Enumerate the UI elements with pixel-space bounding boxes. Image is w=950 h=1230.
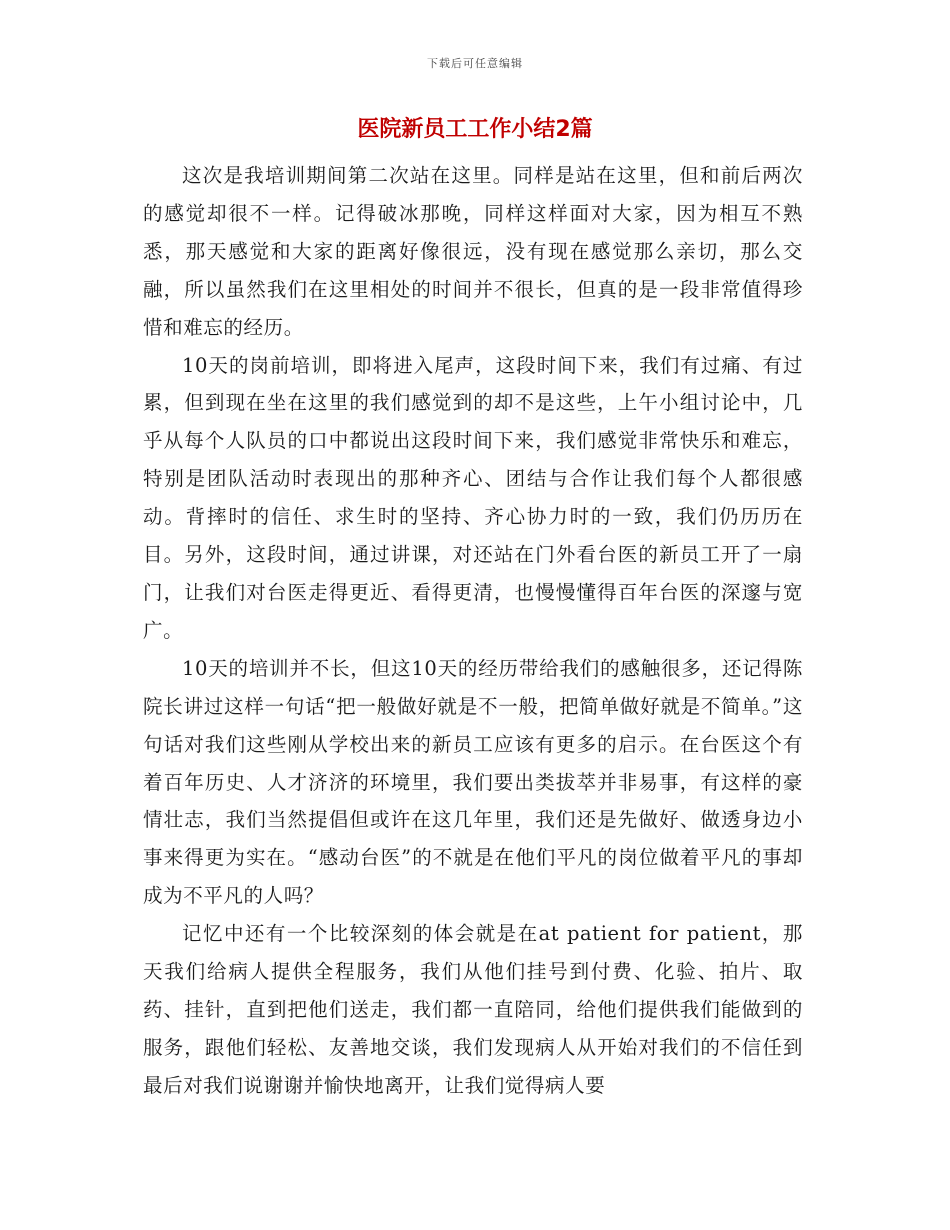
paragraph: 这次是我培训期间第二次站在这里。同样是站在这里，但和前后两次的感觉却很不一样。记得破冰那晚，同样这样面对大家，因为相互不熟悉，那天感觉和大家的距离好像很远，没有现在感觉那么亲切，那么交融，所以虽然我们在这里相处的时间并不很长，但真的是一段非常值得珍惜和难忘的经历。: [143, 164, 803, 339]
paragraph: 记忆中还有一个比较深刻的体会就是在at patient for patient，那天我们给病人提供全程服务，我们从他们挂号到付费、化验、拍片、取药、挂针，直到把他们送走，我们都一直陪同，给他们提供我们能做到的服务，跟他们轻松、友善地交谈，我们发现病人从开始对我们的不信任到最后对我们说谢谢并愉快地离开，让我们觉得病人要: [143, 922, 803, 1097]
paragraph: 10天的岗前培训，即将进入尾声，这段时间下来，我们有过痛、有过累，但到现在坐在这里的我们感觉到的却不是这些，上午小组讨论中，几乎从每个人队员的口中都说出这段时间下来，我们感觉非常快乐和难忘，特别是团队活动时表现出的那种齐心、团结与合作让我们每个人都很感动。背摔时的信任、求生时的坚持、齐心协力时的一致，我们仍历历在目。另外，这段时间，通过讲课，对还站在门外看台医的新员工开了一扇门，让我们对台医走得更近、看得更清，也慢慢懂得百年台医的深邃与宽广。: [143, 353, 803, 642]
document-body: [143, 157, 803, 1105]
header-note: 下载后可任意编辑: [427, 57, 523, 70]
paragraph: 10天的培训并不长，但这10天的经历带给我们的感触很多，还记得陈院长讲过这样一句话“把一般做好就是不一般，把简单做好就是不简单。”这句话对我们这些刚从学校出来的新员工应该有更多的启示。在台医这个有着百年历史、人才济济的环境里，我们要出类拔萃并非易事，有这样的豪情壮志，我们当然提倡但或许在这几年里，我们还是先做好、做透身边小事来得更为实在。“感动台医”的不就是在他们平凡的岗位做着平凡的事却成为不平凡的人吗？: [143, 656, 803, 908]
document-title: 医院新员工工作小结2篇: [357, 117, 593, 142]
